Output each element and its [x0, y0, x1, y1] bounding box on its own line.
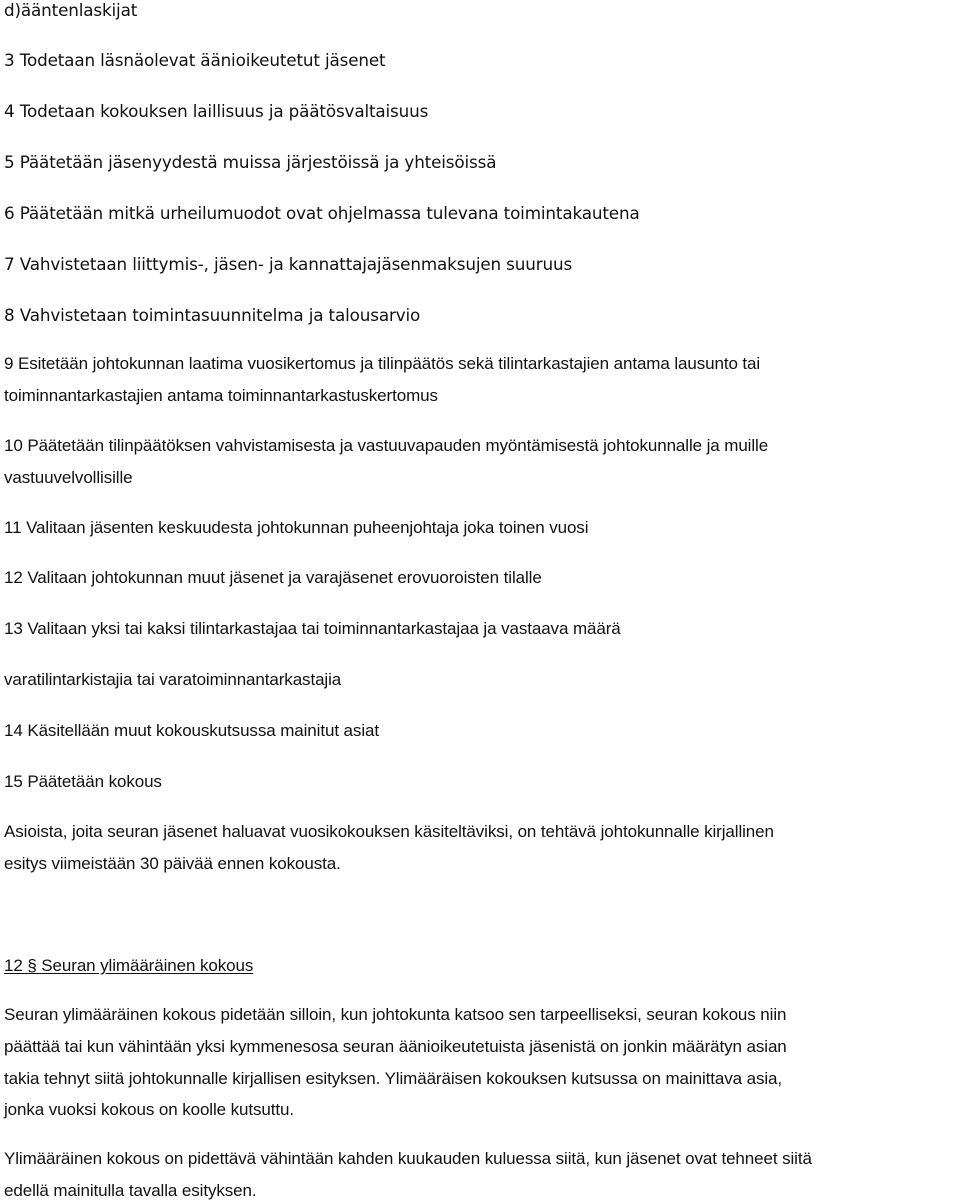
- agenda-item-14: 14 Käsitellään muut kokouskutsussa mainitut asiat: [4, 721, 379, 740]
- section-para1-line-1: Seuran ylimääräinen kokous pidetään silloin, kun johtokunta katsoo sen tarpeelliseksi, seuran kokous niin: [4, 1005, 787, 1024]
- agenda-item-13: 13 Valitaan yksi tai kaksi tilintarkastajaa tai toiminnantarkastajaa ja vastaava määrä: [4, 619, 621, 638]
- agenda-item-11: 11 Valitaan jäsenten keskuudesta johtokunnan puheenjohtaja joka toinen vuosi: [4, 518, 589, 537]
- agenda-item-15: 15 Päätetään kokous: [4, 772, 162, 791]
- section-para1-line-2: päättää tai kun vähintään yksi kymmenesosa seuran äänioikeutetuista jäsenistä on jonkin määrätyn asian: [4, 1037, 787, 1056]
- agenda-item-6: 6 Päätetään mitkä urheilumuodot ovat ohjelmassa tulevana toimintakautena: [4, 203, 640, 223]
- section-para1-line-3: takia tehnyt siitä johtokunnalle kirjallisen esityksen. Ylimääräisen kokouksen kutsussa on mainittava asia,: [4, 1069, 783, 1088]
- agenda-item-12: 12 Valitaan johtokunnan muut jäsenet ja varajäsenet erovuoroisten tilalle: [4, 568, 542, 587]
- section-para2-line-1: Ylimääräinen kokous on pidettävä vähintään kahden kuukauden kuluessa siitä, kun jäsenet ovat tehneet siitä: [4, 1149, 812, 1168]
- section-para2-line-2: edellä mainitulla tavalla esityksen.: [4, 1181, 257, 1200]
- agenda-item-10-line-1: 10 Päätetään tilinpäätöksen vahvistamisesta ja vastuuvapauden myöntämisestä johtokunnalle ja muille: [4, 436, 769, 455]
- agenda-item-9-line-2: toiminnantarkastajien antama toiminnantarkastuskertomus: [4, 386, 438, 405]
- agenda-item-9-line-1: 9 Esitetään johtokunnan laatima vuosikertomus ja tilinpäätös sekä tilintarkastajien antama lausunto tai: [4, 354, 761, 373]
- agenda-item-4: 4 Todetaan kokouksen laillisuus ja päätösvaltaisuus: [4, 101, 429, 121]
- note-line-1: Asioista, joita seuran jäsenet haluavat vuosikokouksen käsiteltäviksi, on tehtävä johtokunnalle kirjallinen: [4, 822, 774, 841]
- agenda-item-13-continued: varatilintarkistajia tai varatoiminnantarkastajia: [4, 670, 342, 689]
- agenda-item-10-line-2: vastuuvelvollisille: [4, 468, 133, 487]
- agenda-item-7: 7 Vahvistetaan liittymis-, jäsen- ja kannattajajäsenmaksujen suuruus: [4, 254, 573, 274]
- agenda-item-3: 3 Todetaan läsnäolevat äänioikeutetut jäsenet: [4, 50, 386, 70]
- agenda-item-8: 8 Vahvistetaan toimintasuunnitelma ja talousarvio: [4, 305, 421, 325]
- agenda-item-5: 5 Päätetään jäsenyydestä muissa järjestöissä ja yhteisöissä: [4, 152, 497, 172]
- section-heading: 12 § Seuran ylimääräinen kokous: [4, 956, 254, 975]
- note-line-2: esitys viimeistään 30 päivää ennen kokousta.: [4, 854, 341, 873]
- section-para1-line-4: jonka vuoksi kokous on koolle kutsuttu.: [4, 1100, 294, 1119]
- agenda-item-d: d)ääntenlaskijat: [4, 0, 138, 20]
